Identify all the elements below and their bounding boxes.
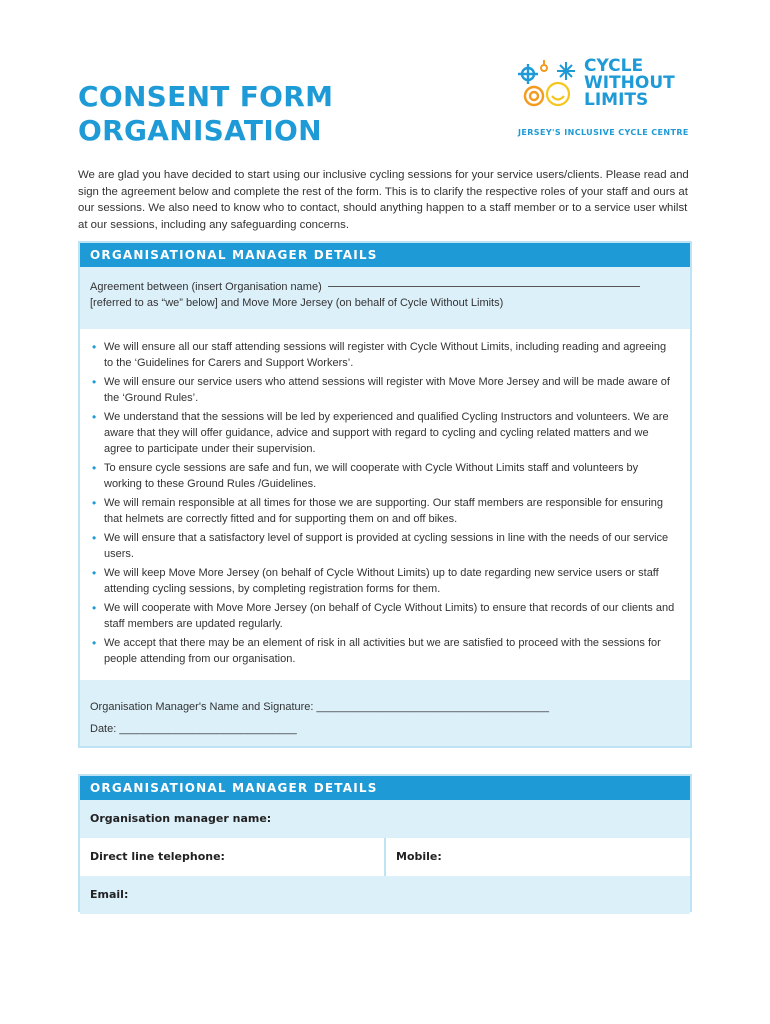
mobile-field[interactable]: Mobile: bbox=[384, 838, 690, 876]
logo-line-3: LIMITS bbox=[584, 90, 649, 110]
section-heading: ORGANISATIONAL MANAGER DETAILS bbox=[80, 776, 690, 800]
agreement-reference: [referred to as “we” below] and Move More Jersey (on behalf of Cycle Without Limits) bbox=[90, 297, 504, 309]
telephone-field[interactable]: Direct line telephone: bbox=[90, 850, 225, 863]
cycle-without-limits-logo bbox=[518, 56, 698, 146]
list-item: • We understand that the sessions will be led by experienced and qualified Cycling Instructors and volunteers. We are aware that they will offer guidance, advice and support with regard to cycling and cycling related matters and we agree to participate under their supervision. bbox=[90, 409, 678, 457]
manager-details-section bbox=[78, 774, 692, 912]
email-field[interactable]: Email: bbox=[80, 876, 690, 914]
list-item: • We accept that there may be an element of risk in all activities but we are satisfied to proceed with the sessions for people attending from our organisation. bbox=[90, 635, 678, 667]
list-item: • We will ensure all our staff attending sessions will register with Cycle Without Limits, including reading and agreeing to the ‘Guidelines for Carers and Support Workers’. bbox=[90, 339, 678, 371]
logo-tagline: JERSEY'S INCLUSIVE CYCLE CENTRE bbox=[518, 128, 689, 137]
list-item: • We will keep Move More Jersey (on behalf of Cycle Without Limits) up to date regarding new service users or staff attending cycling sessions, by completing registration forms for them. bbox=[90, 565, 678, 597]
agreement-line bbox=[90, 279, 680, 295]
page-title bbox=[78, 80, 333, 148]
bicycle-icon bbox=[518, 56, 582, 120]
logo-wordmark bbox=[584, 58, 675, 109]
logo-line-1: CYCLE bbox=[584, 56, 644, 76]
list-item: • To ensure cycle sessions are safe and fun, we will cooperate with Cycle Without Limits staff and volunteers by working to these Ground Rules /Guidelines. bbox=[90, 460, 678, 492]
intro-paragraph: We are glad you have decided to start using our inclusive cycling sessions for your service users/clients. Please read and sign the agreement below and complete the rest of the form. This is to clarify the respective roles of your staff and ours at our sessions. We also need to know who to contact, should anything happen to a staff member or to a service user whilst at our sessions, including any safeguarding concerns. bbox=[78, 169, 689, 231]
signature-field[interactable]: Organisation Manager's Name and Signature: ______________________________________ bbox=[90, 701, 549, 713]
agreement-section bbox=[78, 241, 692, 748]
signature-block bbox=[80, 680, 690, 746]
organisation-name-field[interactable] bbox=[328, 286, 640, 287]
section-heading: ORGANISATIONAL MANAGER DETAILS bbox=[80, 243, 690, 267]
title-line-2: ORGANISATION bbox=[78, 114, 322, 147]
terms-list bbox=[80, 329, 690, 667]
date-field[interactable]: Date: _____________________________ bbox=[90, 723, 297, 735]
list-item: • We will ensure our service users who attend sessions will register with Move More Jersey and will be made aware of the ‘Ground Rules’. bbox=[90, 374, 678, 406]
list-item: • We will remain responsible at all times for those we are supporting. Our staff members are responsible for ensuring that helmets are correctly fitted and for supporting them on and off bikes. bbox=[90, 495, 678, 527]
phone-row bbox=[80, 838, 690, 876]
agreement-block bbox=[80, 267, 690, 329]
list-item: • We will ensure that a satisfactory level of support is provided at cycling sessions in line with the needs of our service users. bbox=[90, 530, 678, 562]
list-item: • We will cooperate with Move More Jersey (on behalf of Cycle Without Limits) to ensure that records of our clients and staff members are updated regularly. bbox=[90, 600, 678, 632]
logo-line-2: WITHOUT bbox=[584, 73, 675, 93]
manager-name-field[interactable]: Organisation manager name: bbox=[80, 800, 690, 838]
title-line-1: CONSENT FORM bbox=[78, 80, 334, 113]
agreement-label: Agreement between (insert Organisation name) bbox=[90, 281, 322, 293]
